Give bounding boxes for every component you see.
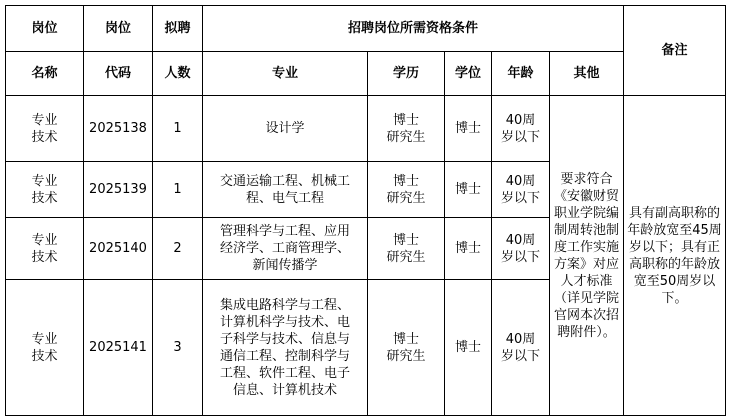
education-cell: 博士 研究生 bbox=[368, 96, 445, 162]
hire-count-cell: 2 bbox=[153, 218, 203, 280]
age-cell: 40周 岁以下 bbox=[492, 218, 550, 280]
hire-count-cell: 3 bbox=[153, 280, 203, 416]
remarks-note: 具有副高职称的年龄放宽至45周岁以下；具有正高职称的年龄放宽至50周岁以下。 bbox=[624, 96, 726, 416]
degree-cell: 博士 bbox=[445, 162, 492, 218]
header-hire-count-line2: 人数 bbox=[153, 52, 203, 96]
header-conditions-title: 招聘岗位所需资格条件 bbox=[203, 6, 624, 52]
header-post-code-line2: 代码 bbox=[84, 52, 153, 96]
header-post-name-line2: 名称 bbox=[6, 52, 84, 96]
post-code-cell: 2025140 bbox=[84, 218, 153, 280]
major-cell: 管理科学与工程、应用 经济学、工商管理学、 新闻传播学 bbox=[203, 218, 368, 280]
header-degree: 学位 bbox=[445, 52, 492, 96]
post-name-cell: 专业 技术 bbox=[6, 280, 84, 416]
age-cell: 40周 岁以下 bbox=[492, 96, 550, 162]
header-post-code-line1: 岗位 bbox=[84, 6, 153, 52]
header-other: 其他 bbox=[550, 52, 624, 96]
hire-count-cell: 1 bbox=[153, 162, 203, 218]
education-cell: 博士 研究生 bbox=[368, 162, 445, 218]
post-code-cell: 2025138 bbox=[84, 96, 153, 162]
post-code-cell: 2025141 bbox=[84, 280, 153, 416]
major-cell: 交通运输工程、机械工 程、电气工程 bbox=[203, 162, 368, 218]
recruitment-table bbox=[5, 5, 726, 416]
post-name-cell: 专业 技术 bbox=[6, 218, 84, 280]
education-cell: 博士 研究生 bbox=[368, 218, 445, 280]
header-major: 专业 bbox=[203, 52, 368, 96]
major-cell: 设计学 bbox=[203, 96, 368, 162]
age-cell: 40周 岁以下 bbox=[492, 280, 550, 416]
major-cell: 集成电路科学与工程、 计算机科学与技术、电 子科学与技术、信息与 通信工程、控制科学与 工程、软件工程、电子 信息、计算机技术 bbox=[203, 280, 368, 416]
post-code-cell: 2025139 bbox=[84, 162, 153, 218]
post-name-cell: 专业 技术 bbox=[6, 162, 84, 218]
header-age: 年龄 bbox=[492, 52, 550, 96]
degree-cell: 博士 bbox=[445, 280, 492, 416]
degree-cell: 博士 bbox=[445, 96, 492, 162]
education-cell: 博士 研究生 bbox=[368, 280, 445, 416]
table-row bbox=[6, 96, 726, 162]
header-post-name-line1: 岗位 bbox=[6, 6, 84, 52]
post-name-cell: 专业 技术 bbox=[6, 96, 84, 162]
degree-cell: 博士 bbox=[445, 218, 492, 280]
header-education: 学历 bbox=[368, 52, 445, 96]
header-hire-count-line1: 拟聘 bbox=[153, 6, 203, 52]
other-requirements-note: 要求符合《安徽财贸职业学院编制周转池制度工作实施方案》对应人才标准（详见学院官网本次招聘附件）。 bbox=[550, 96, 624, 416]
hire-count-cell: 1 bbox=[153, 96, 203, 162]
header-remarks: 备注 bbox=[624, 6, 726, 96]
age-cell: 40周 岁以下 bbox=[492, 162, 550, 218]
